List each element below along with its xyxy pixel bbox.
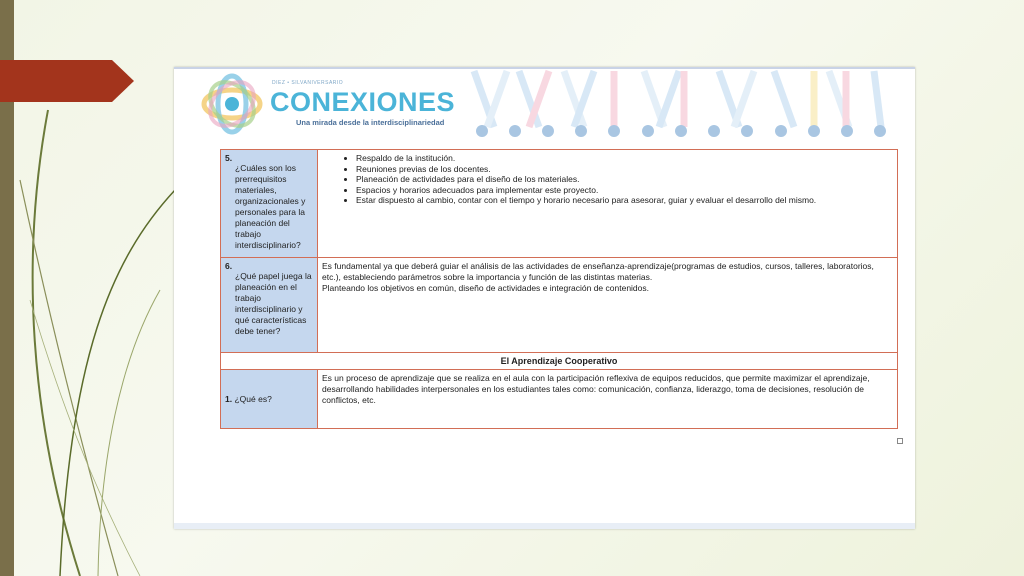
question-text: ¿Qué papel juega la planeación en el trabajo interdisciplinario y qué características debe tener? xyxy=(235,271,312,336)
question-cell xyxy=(221,370,318,429)
bottom-strip xyxy=(174,523,915,529)
question-number: 6. xyxy=(225,261,233,271)
answer-paragraph: Es un proceso de aprendizaje que se realiza en el aula con la participación reflexiva de equipos reducidos, que permite maximizar el aprendizaje, desarrollando habilidades interpersonales en los estudiantes tales como: comunicación, confianza, liderazgo, toma de decisiones, resolución de conflictos, etc. xyxy=(322,373,870,405)
answer-cell xyxy=(318,150,898,258)
section-title: El Aprendizaje Cooperativo xyxy=(221,353,898,370)
logo-tagline: Una mirada desde la interdisciplinariedad xyxy=(296,118,445,127)
answer-cell xyxy=(318,370,898,429)
list-item: • Respaldo de la institución. xyxy=(356,153,893,164)
table-row xyxy=(221,258,898,353)
answer-paragraph: Planteando los objetivos en común, diseño de actividades e integración de contenidos. xyxy=(322,283,649,293)
qa-table xyxy=(220,149,898,429)
logo-icon xyxy=(202,74,263,135)
list-item: • Reuniones previas de los docentes. xyxy=(356,164,893,175)
question-cell xyxy=(221,150,318,258)
decorative-curves xyxy=(0,0,200,576)
logo-subtitle-small: DIEZ • SILVANIVERSARIO xyxy=(272,80,344,86)
table-row xyxy=(221,370,898,429)
answer-paragraph: Es fundamental ya que deberá guiar el análisis de las actividades de enseñanza-aprendizaje(programas de estudios, cursos, talleres, laboratorios, etc.), estableciendo parámetros sobre la importancia y función de las distintas materias. xyxy=(322,261,874,282)
answer-bullet-list xyxy=(322,153,893,206)
question-number: 1. xyxy=(225,394,233,404)
table-row xyxy=(221,353,898,370)
list-item: • Espacios y horarios adecuados para implementar este proyecto. xyxy=(356,185,893,196)
question-cell xyxy=(221,258,318,353)
logo-title: CONEXIONES xyxy=(270,87,456,117)
question-text: ¿Qué es? xyxy=(234,394,272,404)
document-slide xyxy=(174,67,915,529)
question-text: ¿Cuáles son los prerrequisitos materiales, organizacionales y personales para la planeación del trabajo interdisciplinario? xyxy=(235,163,306,250)
question-number: 5. xyxy=(225,153,233,163)
answer-cell xyxy=(318,258,898,353)
table-resize-handle xyxy=(897,438,903,444)
list-item: • Estar dispuesto al cambio, contar con el tiempo y horario necesario para asesorar, guiar y evaluar el desarrollo del mismo. xyxy=(356,195,893,206)
table-row xyxy=(221,150,898,258)
list-item: • Planeación de actividades para el diseño de los materiales. xyxy=(356,174,893,185)
